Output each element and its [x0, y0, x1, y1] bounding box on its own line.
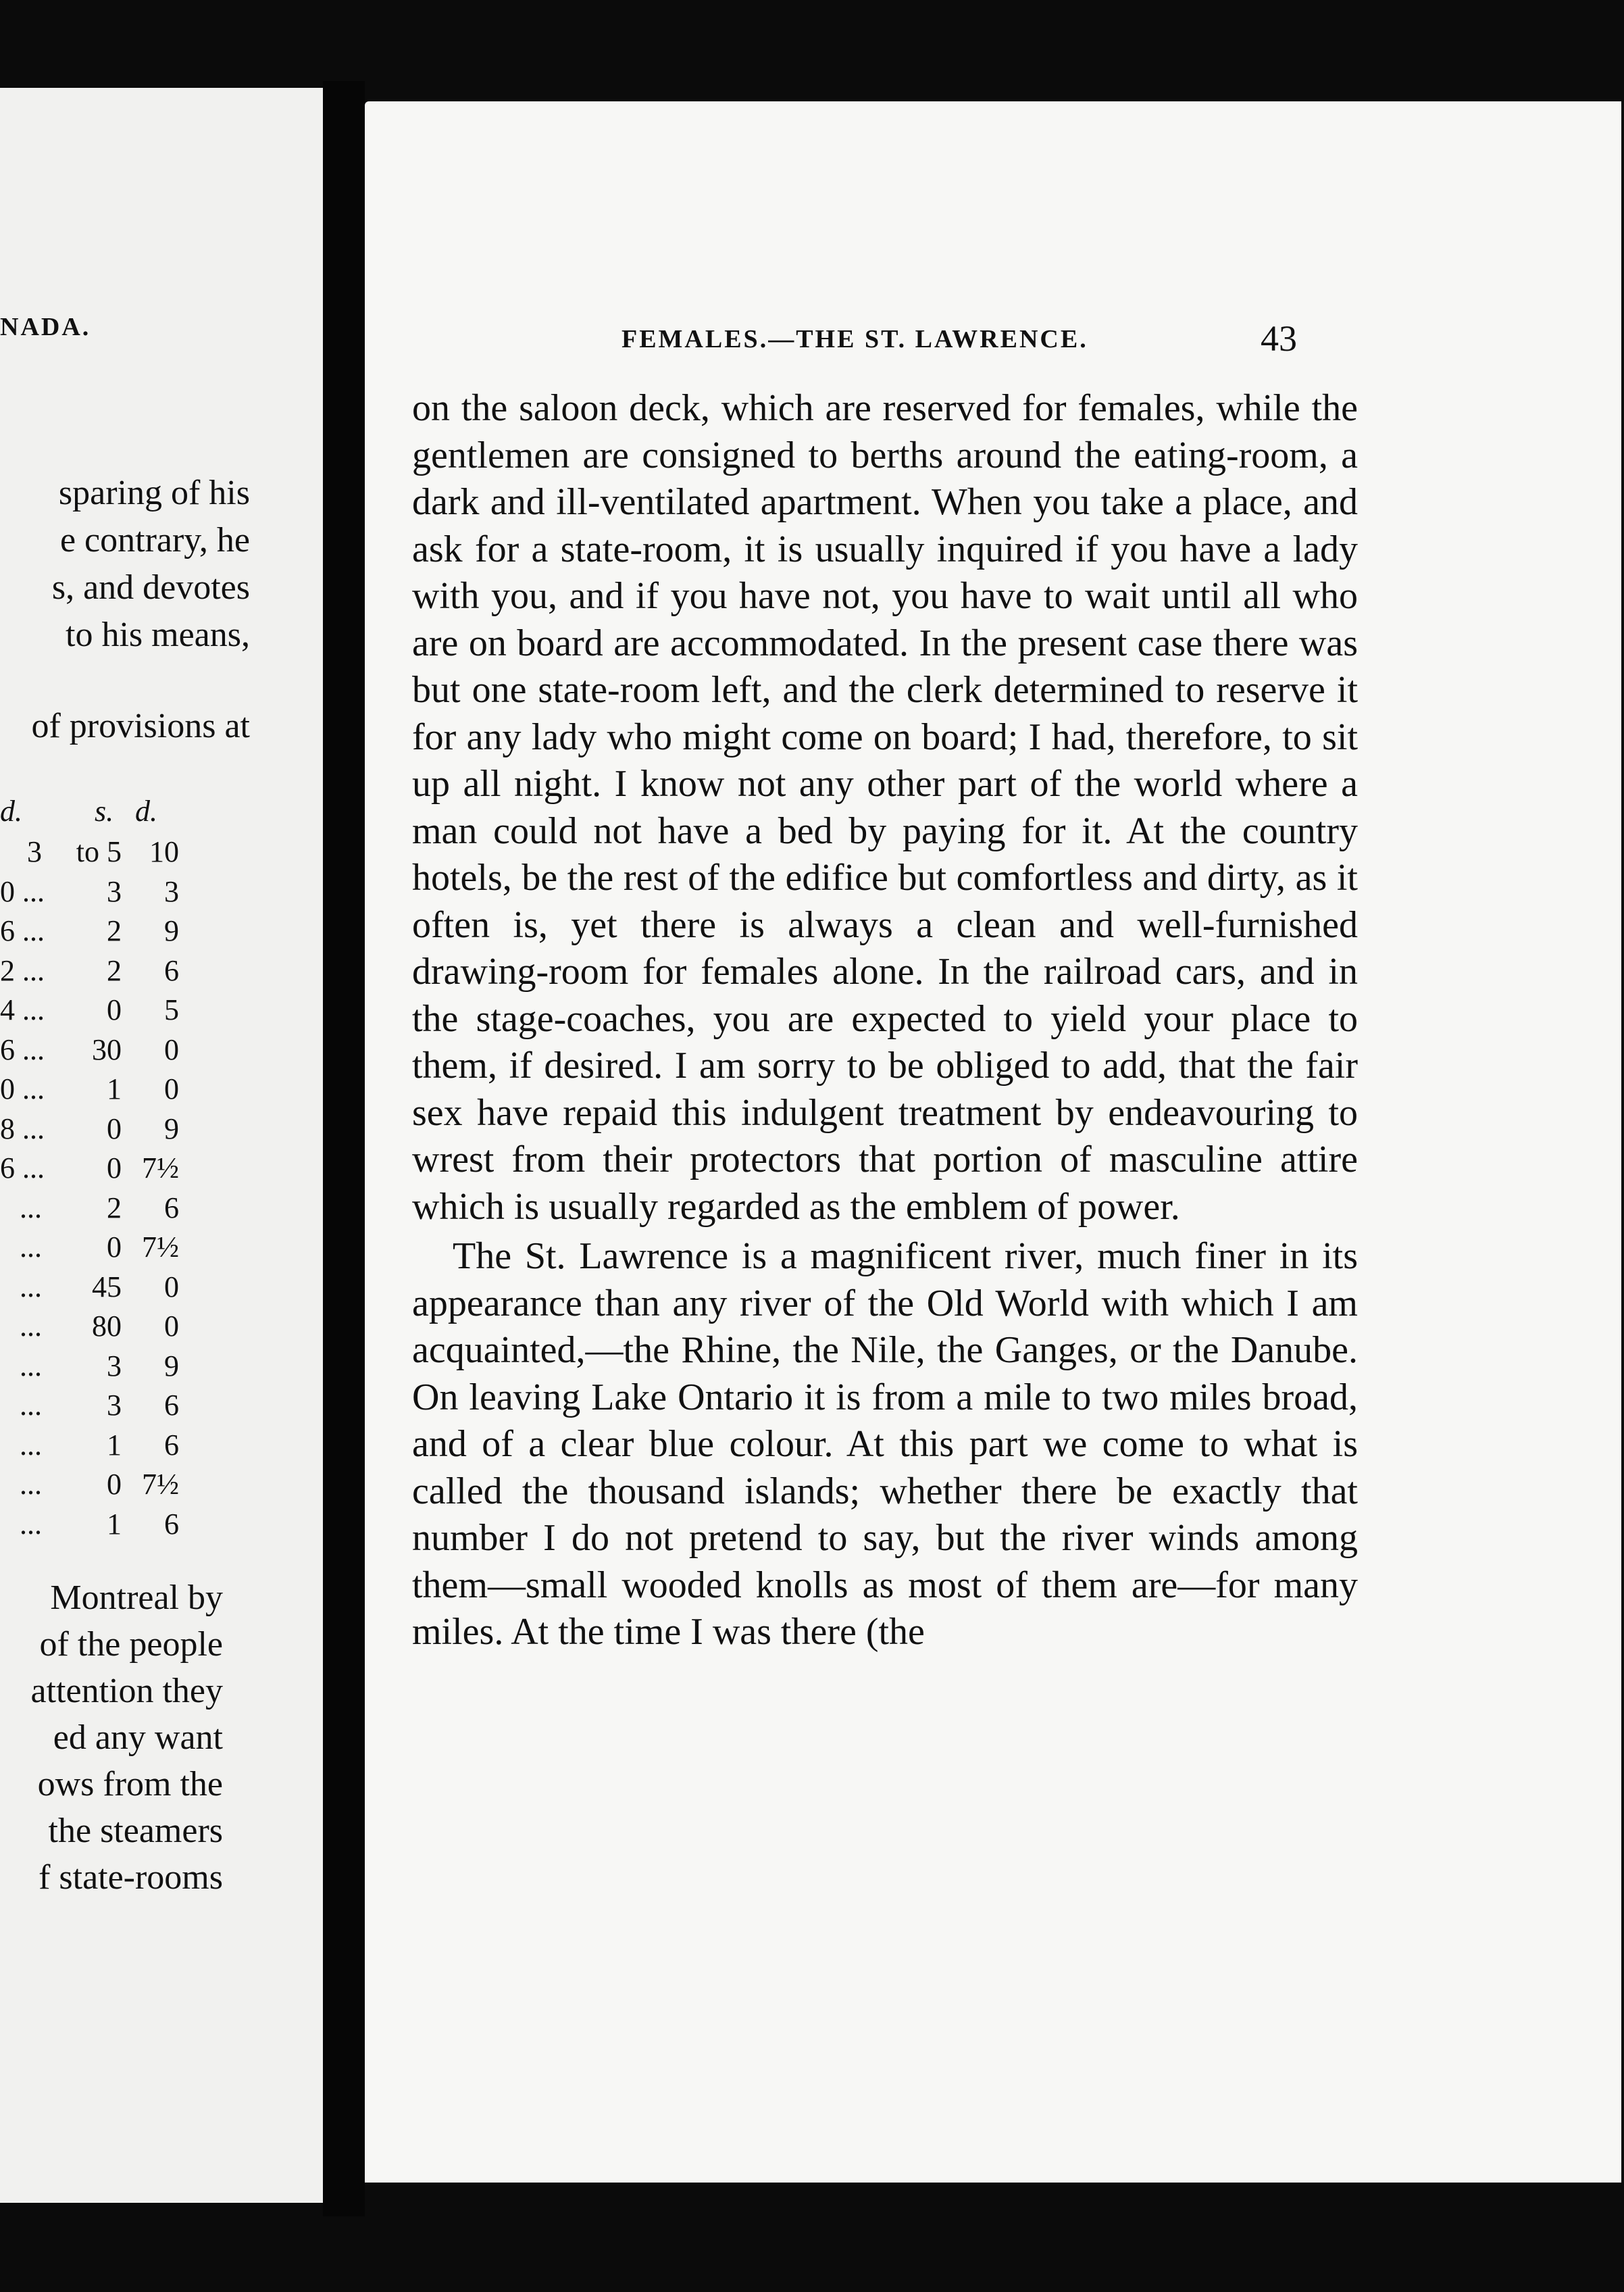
price-table-cell: 6 [164, 1389, 179, 1422]
price-table-cell: ... [20, 1349, 42, 1382]
book-spine-gutter [323, 81, 365, 2216]
price-table-cell: 45 [92, 1270, 122, 1303]
price-table-cell: ... [20, 1191, 42, 1224]
paragraph: on the saloon deck, which are reserved for females, while the gentlemen are consigned to berths around the eating-room, a dark and ill-ventilated apartment. When you take a place, and ask for a state-room, it is usually inquired if you have a lady with you, and if you have not, you have to wait until all who are on board are accommodated. In the present case there was but one state-room left, and the clerk determined to reserve it for any lady who might come on board; I had, therefore, to sit up all night. I know not any other part of the world where a man could not have a bed by paying for it. At the country hotels, be the rest of the edifice but comfortless and dirty, as it often is, yet there is always a clean and well-furnished drawing-room for females alone. In the railroad cars, and in the stage-coaches, you are expected to yield your place to them, if desired. I am sorry to be obliged to add, that the fair sex have repaid this indulgent treatment by endeavouring to wrest from their protectors that portion of masculine attire which is usually regarded as the emblem of power. [412, 387, 1358, 1228]
price-table-cell: 2 [107, 1191, 122, 1224]
price-table-row [0, 1151, 323, 1190]
price-table-cell: 7½ [142, 1468, 179, 1501]
price-table-cell: 0 ... [0, 874, 45, 908]
price-table-cell: 80 [92, 1310, 122, 1343]
price-table-cell: 6 ... [0, 1032, 45, 1066]
price-table-cell: to 5 [76, 835, 122, 868]
column-header: s. [95, 795, 114, 828]
price-table-cell: 3 [107, 874, 122, 908]
left-running-head: NADA. [0, 313, 91, 341]
price-table-cell: 0 [107, 1151, 122, 1185]
left-page [0, 88, 323, 2203]
price-table-cell: 0 [107, 1112, 122, 1145]
paragraph: The St. Lawrence is a magnificent river, much finer in its appearance than any river of the Old World with which I am acquainted,—the Rhine, the Nile, the Ganges, or the Danube. On leaving Lake Ontario it is from a mile to two miles broad, and of a clear blue colour. At this part we come to what is called the thousand islands; whether there be exactly that number I do not pretend to say, but the river winds among them—small wooded knolls as most of them are—for many miles. At the time I was there (the [412, 1235, 1358, 1653]
left-text-line: Montreal by [50, 1578, 223, 1617]
price-table-cell: 8 ... [0, 1112, 45, 1145]
price-table-cell: 1 [107, 1507, 122, 1541]
price-table-row [0, 1230, 323, 1269]
left-text-line: e contrary, he [59, 521, 250, 559]
price-table-cell: 6 [164, 1191, 179, 1224]
price-table-cell: 10 [149, 835, 179, 868]
price-table-row [0, 1507, 323, 1546]
price-table-row [0, 993, 323, 1032]
price-table-row [0, 1191, 323, 1230]
left-text-line: the steamers [48, 1812, 223, 1850]
price-table-cell: 0 ... [0, 1072, 45, 1105]
column-header: d. [135, 795, 157, 828]
price-table-cell: 0 [164, 1032, 179, 1066]
left-paragraph [0, 1574, 223, 1901]
price-table-cell: 9 [164, 1349, 179, 1382]
price-table-cell: ... [20, 1230, 42, 1264]
price-table-cell: 1 [107, 1072, 122, 1105]
price-table-row [0, 1309, 323, 1348]
left-text-line: f state-rooms [39, 1858, 223, 1897]
price-table-row [0, 1388, 323, 1427]
price-table-cell: 0 [164, 1270, 179, 1303]
price-table-row [0, 1112, 323, 1151]
body-text [412, 385, 1358, 1656]
price-table-cell: 6 [164, 1507, 179, 1541]
price-table-cell: 0 [107, 1468, 122, 1501]
column-header: d. [0, 795, 22, 828]
left-text-line: attention they [30, 1672, 223, 1710]
left-text-line: ows from the [37, 1765, 223, 1803]
price-table-cell: ... [20, 1270, 42, 1303]
price-table-cell: 30 [92, 1032, 122, 1066]
price-table-cell: 1 [107, 1428, 122, 1462]
left-text-line: ed any want [53, 1718, 223, 1757]
price-table-cell: 6 ... [0, 914, 45, 947]
price-table-cell: 7½ [142, 1151, 179, 1185]
price-table-row [0, 1467, 323, 1506]
left-text-line: of the people [39, 1625, 223, 1664]
price-table-row [0, 914, 323, 953]
price-table-cell: 9 [164, 1112, 179, 1145]
price-table-cell: 0 [107, 993, 122, 1026]
price-table-cell: ... [20, 1310, 42, 1343]
price-table-row [0, 1428, 323, 1467]
price-table-cell: 6 [164, 953, 179, 987]
price-table-cell: 7½ [142, 1230, 179, 1264]
left-text-line: to his means, [66, 616, 250, 654]
price-table-cell: ... [20, 1468, 42, 1501]
price-table-cell: 6 [164, 1428, 179, 1462]
price-table-cell: 0 [164, 1310, 179, 1343]
price-table-row [0, 834, 323, 874]
price-table-row [0, 874, 323, 914]
page-number: 43 [1261, 318, 1297, 359]
left-text-line: sparing of his [58, 474, 250, 512]
price-table-row [0, 1349, 323, 1388]
price-table-cell: 2 [107, 914, 122, 947]
price-table-cell: 2 [107, 953, 122, 987]
price-table-cell: 3 [27, 835, 42, 868]
price-table-row [0, 953, 323, 993]
price-table-cell: ... [20, 1507, 42, 1541]
price-table-cell: 9 [164, 914, 179, 947]
price-table-cell: 3 [107, 1349, 122, 1382]
running-title: FEMALES.—THE ST. LAWRENCE. [621, 325, 1088, 353]
price-table-cell: 6 ... [0, 1151, 45, 1185]
price-table-cell: 3 [107, 1389, 122, 1422]
price-table-cell: 0 [107, 1230, 122, 1264]
left-text-line: s, and devotes [51, 568, 250, 607]
left-text-line: of provisions at [31, 707, 250, 745]
price-table-cell: 2 ... [0, 953, 45, 987]
price-table-row [0, 1270, 323, 1309]
price-table-row [0, 1032, 323, 1072]
price-table-cell: ... [20, 1389, 42, 1422]
price-table-cell: 0 [164, 1072, 179, 1105]
running-head [365, 318, 1621, 372]
price-table-cell: ... [20, 1428, 42, 1462]
price-table-header [0, 794, 323, 833]
right-page [365, 101, 1621, 2183]
price-table-cell: 4 ... [0, 993, 45, 1026]
price-table-cell: 3 [164, 874, 179, 908]
price-table-row [0, 1072, 323, 1111]
price-table-cell: 5 [164, 993, 179, 1026]
